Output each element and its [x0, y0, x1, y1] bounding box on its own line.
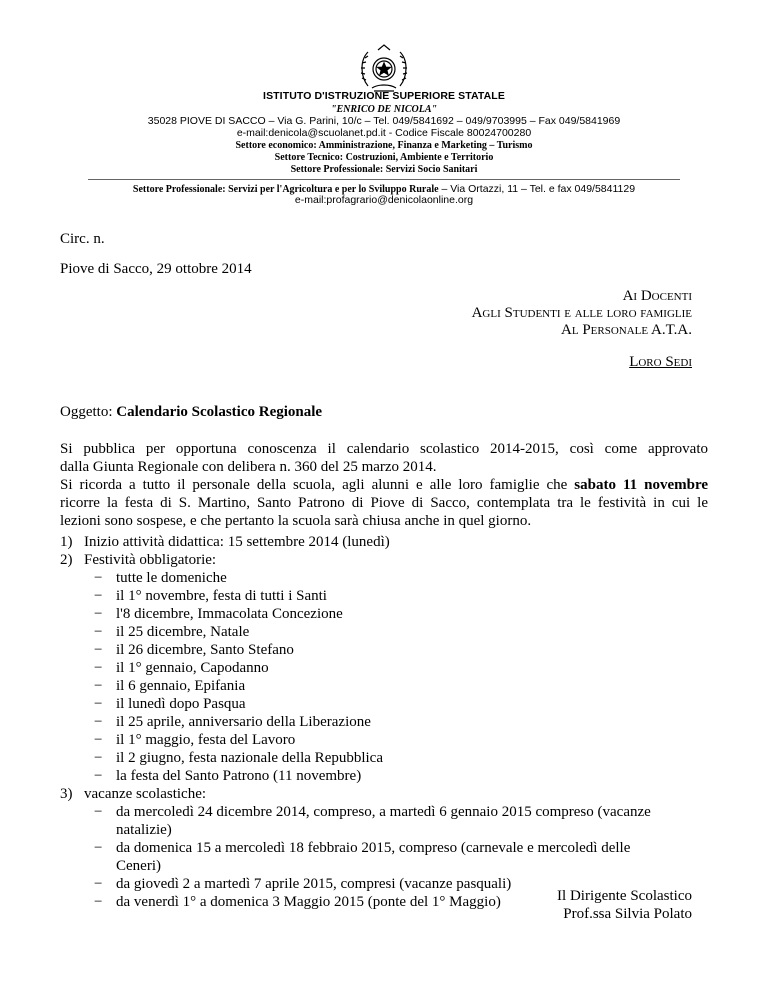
sector-agriculture-title: Settore Professionale: Servizi per l'Agricoltura e per lo Sviluppo Rurale — [132, 184, 439, 195]
holiday-item: − il 25 dicembre, Natale — [94, 624, 250, 640]
list-item-text: vacanze scolastiche: — [84, 786, 207, 802]
paragraph-line — [60, 476, 708, 494]
sector-economic: Settore economico: Amministrazione, Finanza e Marketing – Turismo — [235, 140, 533, 151]
holiday-item: − il lunedì dopo Pasqua — [94, 696, 246, 712]
holiday-item: − tutte le domeniche — [94, 570, 227, 586]
paragraph-line: Si pubblica per opportuna conoscenza il calendario scolastico 2014-2015, così come approvato — [60, 441, 708, 457]
vacation-item-continued: natalizie) — [116, 822, 172, 838]
holiday-item: − il 25 aprile, anniversario della Liberazione — [94, 714, 371, 730]
institute-name: ISTITUTO D'ISTRUZIONE SUPERIORE STATALE — [263, 90, 505, 102]
list-item-text: Inizio attività didattica: 15 settembre 2014 (lunedì) — [84, 534, 390, 550]
school-name: "ENRICO DE NICOLA" — [330, 104, 438, 115]
vacation-item: − da domenica 15 a mercoledì 18 febbraio 2015, compreso (carnevale e mercoledì delle — [94, 840, 631, 856]
holiday-item: − il 1° novembre, festa di tutti i Santi — [94, 588, 327, 604]
paragraph-publication — [60, 440, 708, 476]
paragraph-line: lezioni sono sospese, e che pertanto la scuola sarà chiusa anche in quel giorno. — [60, 513, 532, 529]
patron-day-date: sabato 11 novembre — [574, 477, 708, 493]
document-date: Piove di Sacco, 29 ottobre 2014 — [60, 261, 252, 277]
list-item: 3) vacanze scolastiche: — [60, 786, 207, 802]
signature-role: Il Dirigente Scolastico — [557, 888, 692, 904]
circular-number: Circ. n. — [60, 231, 105, 247]
vacation-item: − da mercoledì 24 dicembre 2014, compreso, a martedì 6 gennaio 2015 compreso (vacanze — [94, 804, 651, 820]
recipient-teachers: Ai Docenti — [622, 288, 692, 304]
holiday-item: − il 1° maggio, festa del Lavoro — [94, 732, 296, 748]
paragraph-patron-day — [60, 476, 708, 530]
school-address: 35028 PIOVE DI SACCO – Via G. Parini, 10/c – Tel. 049/5841692 – 049/9703995 – Fax 049/5841969 — [147, 115, 621, 127]
header-divider — [88, 179, 680, 180]
sector-technical: Settore Tecnico: Costruzioni, Ambiente e Territorio — [274, 152, 494, 163]
subject-line — [60, 403, 322, 421]
list-item: 2) Festività obbligatorie: — [60, 552, 217, 568]
subject-label: Oggetto: — [60, 404, 117, 420]
list-item-text: Festività obbligatorie: — [84, 552, 217, 568]
vacation-item: − da venerdì 1° a domenica 3 Maggio 2015 (ponte del 1° Maggio) — [94, 894, 501, 910]
paragraph-line: dalla Giunta Regionale con delibera n. 360 del 25 marzo 2014. — [60, 459, 437, 475]
sector-agriculture-address: – Via Ortazzi, 11 – Tel. e fax 049/5841129 — [438, 183, 636, 195]
holiday-item: − la festa del Santo Patrono (11 novembre) — [94, 768, 362, 784]
holiday-item: − il 6 gennaio, Epifania — [94, 678, 246, 694]
holiday-item: − il 26 dicembre, Santo Stefano — [94, 642, 294, 658]
paragraph-text: Si ricorda a tutto il personale della scuola, agli alunni e alle loro famiglie che — [60, 477, 575, 493]
signature-name: Prof.ssa Silvia Polato — [563, 906, 692, 922]
recipient-students: Agli Studenti e alle loro famiglie — [471, 305, 692, 321]
vacation-item: − da giovedì 2 a martedì 7 aprile 2015, compresi (vacanze pasquali) — [94, 876, 512, 892]
school-email: e-mail:denicola@scuolanet.pd.it - Codice Fiscale 80024700280 — [236, 127, 532, 139]
subject-title: Calendario Scolastico Regionale — [116, 404, 323, 420]
agriculture-email: e-mail:profagrario@denicolaonline.org — [294, 194, 474, 206]
holiday-item: − l'8 dicembre, Immacolata Concezione — [94, 606, 343, 622]
recipient-staff: Al Personale A.T.A. — [561, 322, 692, 338]
vacation-item-continued: Ceneri) — [116, 858, 161, 874]
recipient-locations: Loro Sedi — [629, 354, 692, 370]
paragraph-line: ricorre la festa di S. Martino, Santo Patrono di Piove di Sacco, contemplata tra le festività in cui le — [60, 495, 708, 511]
sector-professional: Settore Professionale: Servizi Socio Sanitari — [290, 164, 478, 175]
list-item: 1) Inizio attività didattica: 15 settembre 2014 (lunedì) — [60, 534, 390, 550]
republic-emblem-icon — [358, 42, 410, 94]
holiday-item: − il 1° gennaio, Capodanno — [94, 660, 269, 676]
holiday-item: − il 2 giugno, festa nazionale della Repubblica — [94, 750, 383, 766]
